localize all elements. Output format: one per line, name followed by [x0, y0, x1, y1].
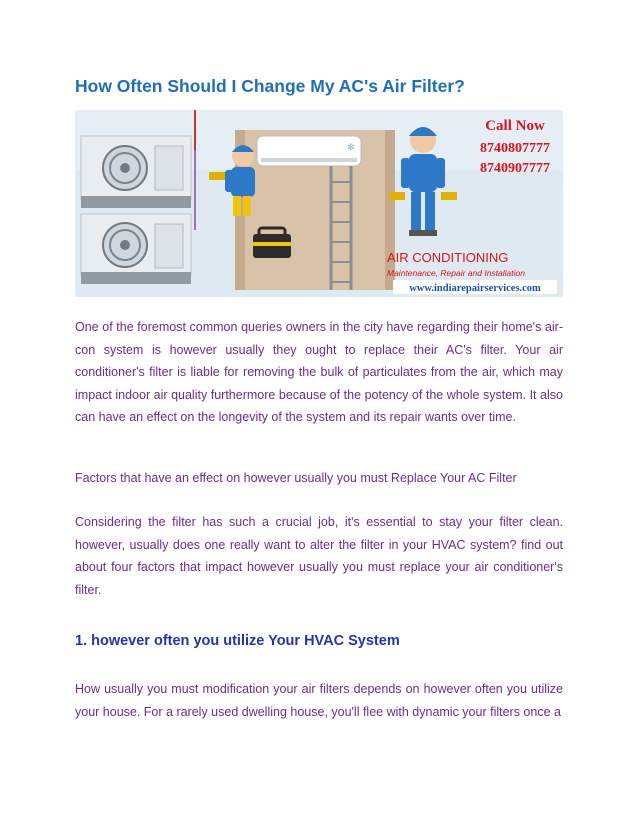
paragraph-usage: How usually you must modification your air filters depends on however often you utilize your house. For a rarely used dwelling house, you'll flee with dynamic your filters once a: [75, 682, 563, 719]
paragraph-intro: One of the foremost common queries owners in the city have regarding their home's air-con system is however usually they ought to replace their AC's filter. Your air conditioner's filter is liable for removing the bulk of particulates from the air, which may impact indoor air quality furthermore because of the potency of the whole system. It also can have an effect on the longevity of the system and its repair wants over time.: [75, 320, 563, 425]
ac-service-banner: [75, 110, 563, 297]
page-title: How Often Should I Change My AC's Air Filter?: [75, 76, 465, 96]
indoor-ac-unit-icon: [257, 136, 361, 166]
section-heading: 1. however often you utilize Your HVAC System: [75, 633, 400, 649]
paragraph-factors: Factors that have an effect on however usually you must Replace Your AC Filter: [75, 471, 517, 485]
paragraph-considering: Considering the filter has such a crucial job, it's essential to stay your filter clean. however, usually does one really want to alter the filter in your HVAC system? find out about four factors that impact however usually you must replace your air conditioner's filter.: [75, 515, 563, 597]
service-subtitle: Maintenance, Repair and Installation: [387, 268, 525, 278]
svg-text:✻: ✻: [347, 143, 355, 153]
service-title: AIR CONDITIONING: [387, 250, 509, 265]
phone-number-2: 8740907777: [480, 161, 550, 176]
outdoor-ac-unit-icon: [81, 136, 191, 208]
call-now-text: Call Now: [485, 118, 545, 134]
phone-number-1: 8740807777: [480, 141, 550, 156]
outdoor-ac-unit-icon: [81, 214, 191, 284]
website-text: www.indiarepairservices.com: [409, 283, 541, 294]
